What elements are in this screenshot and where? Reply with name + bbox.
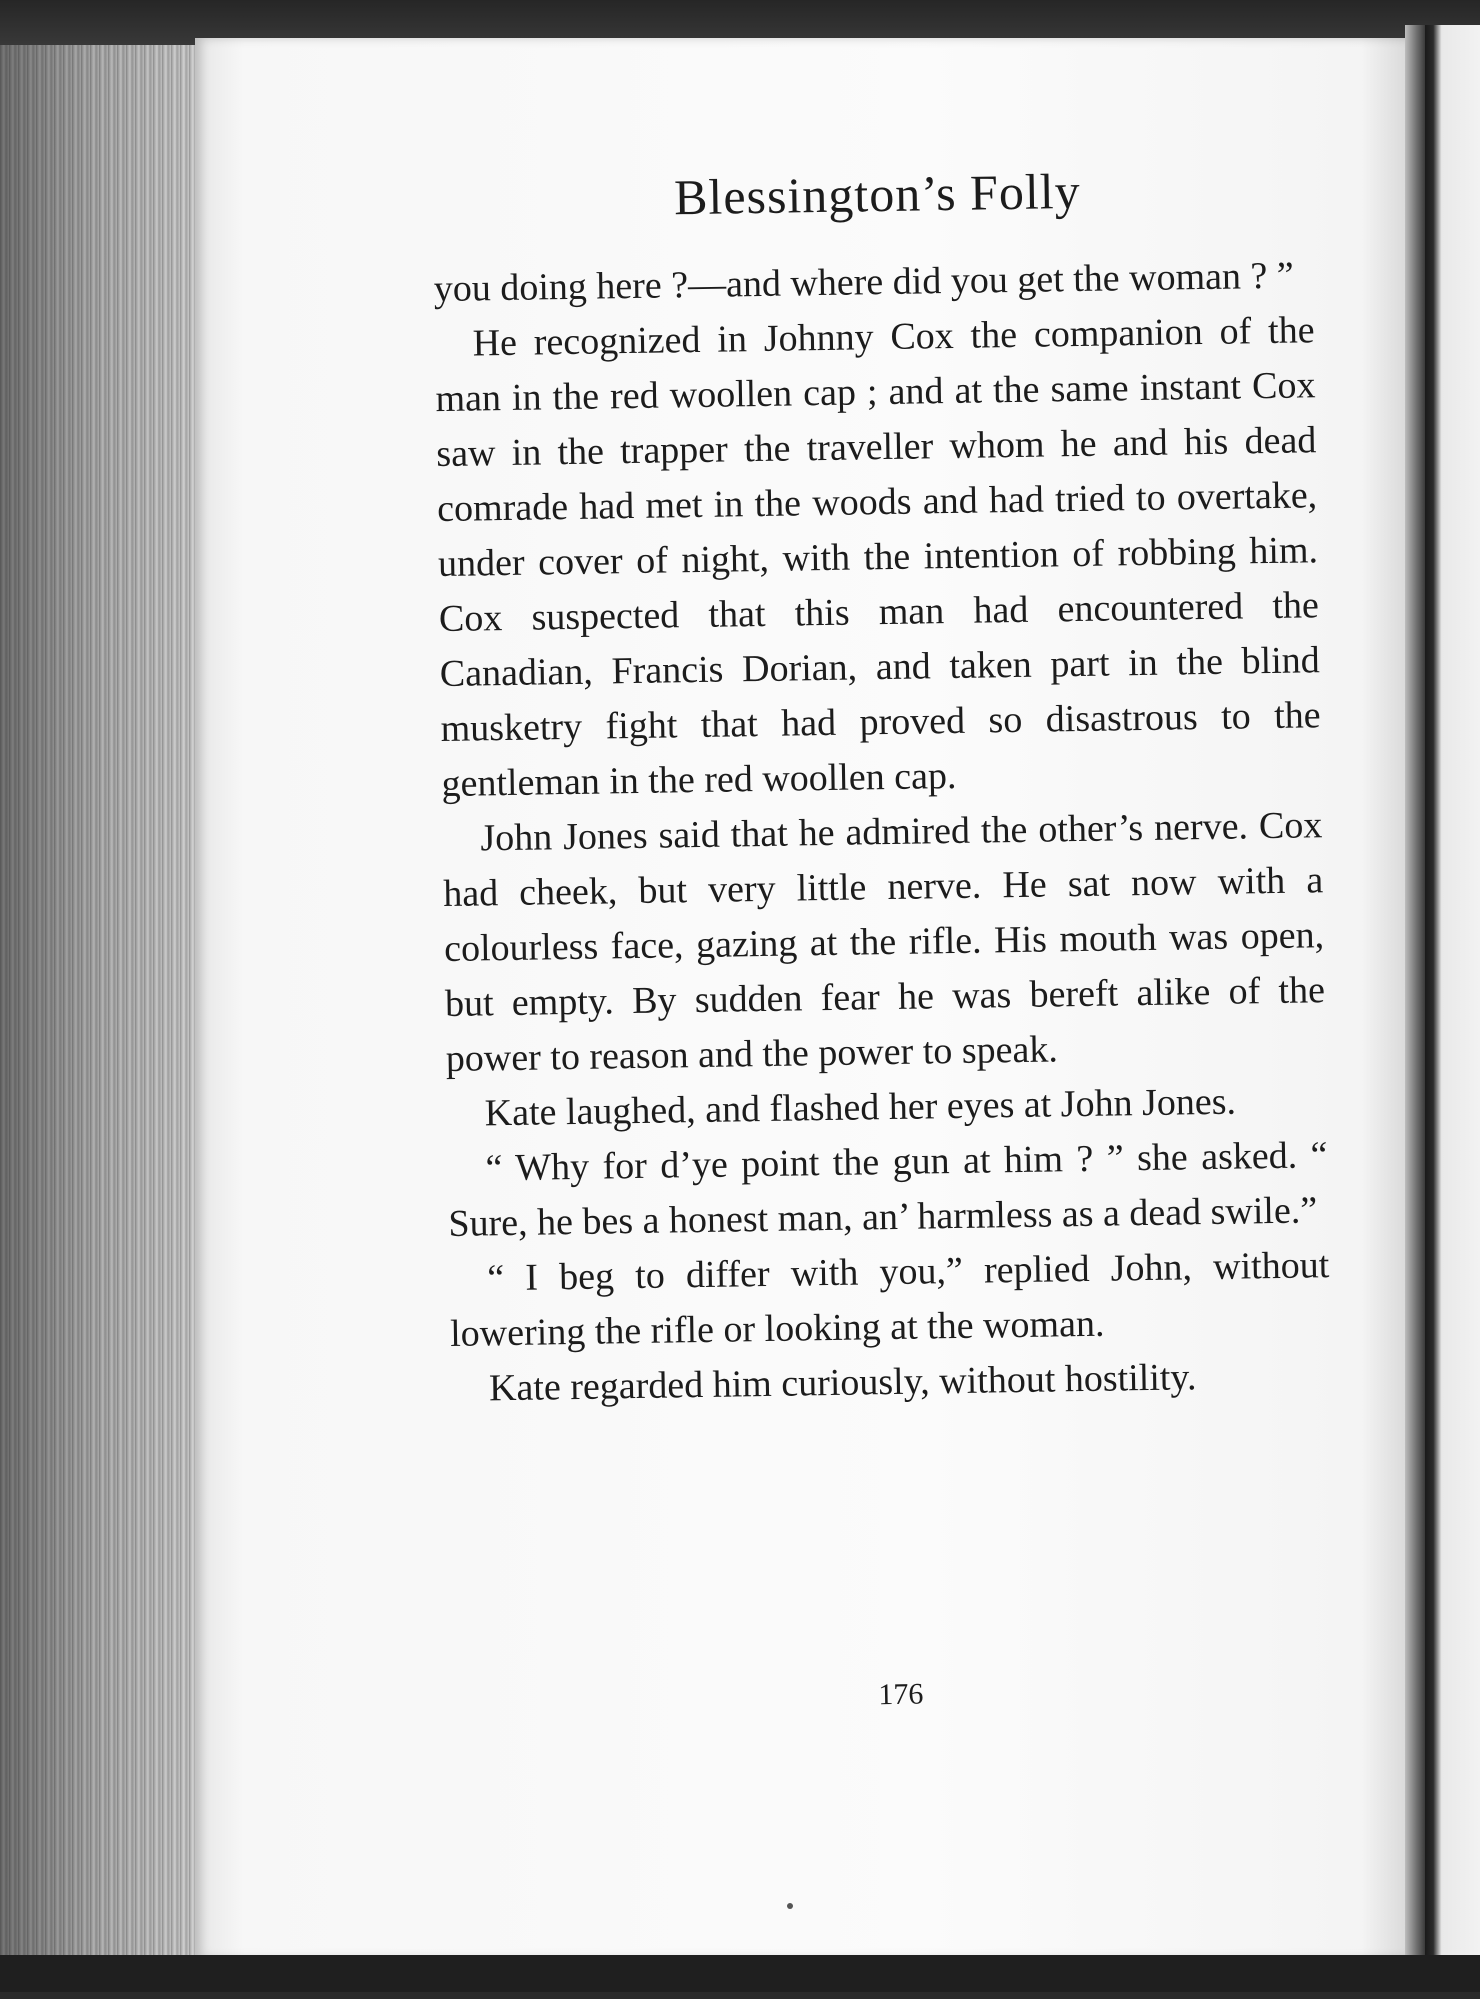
paragraph: John Jones said that he admired the other’s nerve. Cox had cheek, but very little nerve. He sat now with a colourless face, gazing at the rifle. His mouth was open, but empty. By sudden fear he was bereft alike of the power to reason and the power to speak. <box>442 804 1326 1080</box>
paragraph: Kate regarded him curiously, without hostility. <box>488 1356 1197 1410</box>
facing-page-edge <box>1425 25 1480 1955</box>
body-text <box>433 248 1331 1417</box>
dust-speck <box>787 1903 793 1909</box>
gutter-shadow <box>1405 25 1425 1965</box>
paragraph: Kate laughed, and flashed her eyes at John Jones. <box>484 1080 1237 1135</box>
page-number: 176 <box>878 1677 924 1712</box>
paragraph: “ Why for d’ye point the gun at him ? ” she asked. “ Sure, he bes a honest man, an’ harmless as a dead swile.” <box>448 1134 1328 1245</box>
paragraph: you doing here ?—and where did you get the woman ? ” <box>433 254 1295 311</box>
paragraph: He recognized in Johnny Cox the companion of the man in the red woollen cap ; and at the same instant Cox saw in the trapper the traveller whom he and his dead comrade had met in the woods and had tried to overtake, under cover of night, with the intention of robbing him. Cox suspected that this man had encountered the Canadian, Francis Dorian, and taken part in the blind musketry fight that had proved so disastrous to the gentleman in the red woollen cap. <box>435 309 1321 806</box>
running-head: Blessington’s Folly <box>673 162 1082 226</box>
paragraph: “ I beg to differ with you,” replied John, without lowering the rifle or looking at the woman. <box>449 1244 1330 1355</box>
page-text-block <box>424 0 1355 1999</box>
